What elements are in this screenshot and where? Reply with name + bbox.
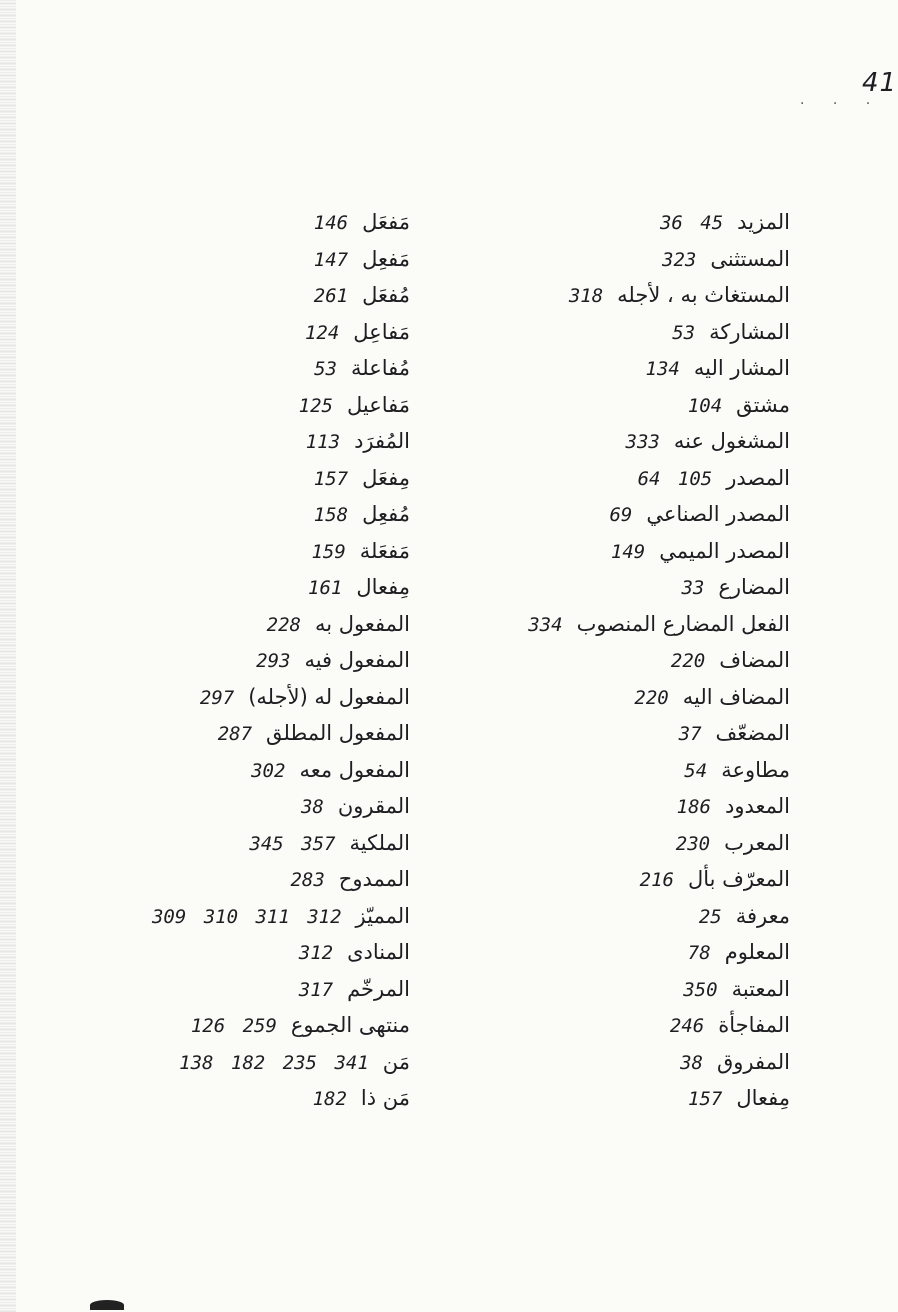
page-references: 293 bbox=[256, 650, 291, 672]
page-references: 25 bbox=[698, 905, 722, 928]
page-references: 220 bbox=[634, 686, 669, 709]
index-term: المعرّف بأل bbox=[687, 867, 790, 891]
page-references: 297 bbox=[199, 686, 235, 709]
index-term: مَن bbox=[382, 1049, 410, 1074]
page-references: 33 bbox=[681, 577, 705, 599]
index-entry bbox=[480, 1044, 790, 1081]
index-entry bbox=[480, 204, 790, 241]
index-term: المعلوم bbox=[724, 940, 790, 964]
index-entry bbox=[480, 277, 790, 314]
index-term: المضعّف bbox=[715, 721, 790, 745]
index-term: مَن ذا bbox=[360, 1086, 410, 1110]
page-references: 126 259 bbox=[190, 1015, 277, 1037]
index-entry bbox=[480, 1080, 790, 1117]
page-references: 323 bbox=[662, 248, 697, 271]
index-term: الملكية bbox=[349, 830, 410, 855]
page-references: 220 bbox=[670, 650, 706, 672]
index-entry bbox=[80, 642, 410, 679]
page-references: 37 bbox=[678, 723, 702, 745]
page-references: 147 bbox=[313, 248, 349, 271]
index-term: المشاركة bbox=[709, 319, 790, 344]
page-references: 350 bbox=[683, 978, 718, 1001]
index-term: المفعول به bbox=[314, 611, 410, 636]
index-term: المعتبة bbox=[731, 976, 790, 1001]
index-term: مَفاعيل bbox=[346, 392, 410, 417]
index-term: منتهى الجموع bbox=[290, 1013, 410, 1037]
index-entry bbox=[480, 752, 790, 789]
index-term: مُفاعلة bbox=[350, 356, 410, 380]
index-term: المضاف اليه bbox=[682, 684, 790, 709]
index-term: مِفعال bbox=[736, 1086, 790, 1110]
page-references: 53 bbox=[672, 321, 696, 344]
index-term: المفعول فيه bbox=[304, 648, 410, 672]
page-references: 54 bbox=[684, 759, 708, 782]
index-term: مطاوعة bbox=[721, 757, 790, 782]
page-references: 124 bbox=[304, 321, 340, 344]
index-term: المشار اليه bbox=[693, 356, 790, 380]
index-entry bbox=[80, 314, 410, 351]
index-entry bbox=[480, 460, 790, 497]
page-references: 104 bbox=[687, 394, 723, 417]
page-references: 261 bbox=[313, 285, 349, 307]
index-entry bbox=[480, 387, 790, 424]
page-references: 149 bbox=[610, 540, 646, 563]
index-entry bbox=[480, 533, 790, 570]
index-entry bbox=[80, 788, 410, 825]
page-references: 161 bbox=[308, 577, 343, 599]
index-entry bbox=[80, 679, 410, 716]
index-term: المميّز bbox=[355, 903, 410, 928]
index-entry bbox=[480, 314, 790, 351]
index-entry bbox=[480, 423, 790, 460]
page-references: 53 bbox=[314, 358, 337, 380]
index-entry bbox=[80, 496, 410, 533]
page-references: 287 bbox=[217, 723, 253, 745]
index-entry bbox=[80, 241, 410, 278]
page-references: 138 182 235 341 bbox=[179, 1051, 369, 1074]
index-entry bbox=[80, 350, 410, 387]
index-entry bbox=[80, 387, 410, 424]
page-references: 69 bbox=[609, 504, 633, 526]
index-term: المعدود bbox=[724, 794, 790, 818]
page-references: 157 bbox=[313, 467, 349, 490]
index-entry bbox=[480, 679, 790, 716]
index-term: مِفعَل bbox=[362, 465, 410, 490]
index-entry bbox=[480, 934, 790, 971]
page-references: 157 bbox=[688, 1088, 723, 1110]
page-references: 158 bbox=[313, 504, 349, 526]
page-references: 64 105 bbox=[637, 467, 713, 490]
page-references: 134 bbox=[645, 358, 680, 380]
index-entry bbox=[80, 460, 410, 497]
page-references: 230 bbox=[675, 832, 711, 855]
index-term: مِفعال bbox=[356, 575, 410, 599]
index-entry bbox=[80, 423, 410, 460]
index-term: المقرون bbox=[337, 794, 410, 818]
index-term: معرفة bbox=[735, 903, 790, 928]
page-references: 113 bbox=[305, 431, 341, 453]
index-term: المفاجأة bbox=[718, 1013, 790, 1037]
index-term: المفعول له (لأجله) bbox=[248, 684, 410, 709]
index-entry bbox=[480, 606, 790, 643]
index-entry bbox=[80, 533, 410, 570]
index-entry bbox=[480, 971, 790, 1008]
page-references: 182 bbox=[312, 1088, 347, 1110]
index-entry bbox=[80, 1080, 410, 1117]
index-term: المعرب bbox=[724, 830, 790, 855]
page-references: 302 bbox=[251, 759, 286, 782]
page-references: 333 bbox=[625, 431, 660, 453]
index-column-right bbox=[480, 204, 790, 1117]
page-references: 125 bbox=[298, 394, 333, 417]
index-entry bbox=[480, 642, 790, 679]
page-references: 38 bbox=[680, 1051, 703, 1074]
index-term: المشغول عنه bbox=[673, 429, 790, 453]
index-entry bbox=[80, 569, 410, 606]
page-references: 309 310 311 312 bbox=[151, 905, 342, 928]
index-term: المصدر الميمي bbox=[659, 538, 790, 563]
index-term: مُفعَل bbox=[362, 283, 410, 307]
index-term: مشتق bbox=[736, 392, 790, 417]
index-entry bbox=[480, 898, 790, 935]
index-term: المفعول معه bbox=[299, 757, 410, 782]
page-references: 228 bbox=[266, 613, 301, 636]
page-references: 283 bbox=[290, 869, 325, 891]
index-entry bbox=[80, 971, 410, 1008]
index-entry bbox=[480, 861, 790, 898]
page-number: 41 bbox=[862, 68, 898, 98]
index-term: المرخّم bbox=[347, 976, 410, 1001]
index-term: المفروق bbox=[716, 1049, 790, 1074]
index-entry bbox=[80, 606, 410, 643]
index-term: مَفعَل bbox=[362, 210, 410, 234]
page-references: 312 bbox=[298, 942, 334, 964]
index-entry bbox=[80, 277, 410, 314]
scan-specks: · · · bbox=[800, 96, 883, 112]
index-entry bbox=[480, 715, 790, 752]
page-references: 186 bbox=[676, 796, 711, 818]
index-term: المستثنى bbox=[710, 246, 790, 271]
page-references: 78 bbox=[687, 942, 711, 964]
index-term: المنادى bbox=[347, 940, 410, 964]
page-references: 216 bbox=[639, 869, 674, 891]
index-entry bbox=[80, 934, 410, 971]
index-term: مَفاعِل bbox=[353, 319, 410, 344]
index-entry bbox=[480, 825, 790, 862]
index-entry bbox=[80, 204, 410, 241]
index-term: المزيد bbox=[737, 210, 790, 234]
page-references: 159 bbox=[311, 540, 346, 563]
scan-artifact bbox=[90, 1300, 124, 1310]
index-entry bbox=[80, 825, 410, 862]
index-term: الفعل المضارع المنصوب bbox=[576, 611, 790, 636]
index-term: مَفعِل bbox=[362, 246, 410, 271]
page-references: 246 bbox=[669, 1015, 705, 1037]
index-term: المضاف bbox=[719, 648, 790, 672]
index-entry bbox=[80, 715, 410, 752]
index-term: المفعول المطلق bbox=[266, 721, 410, 745]
page-references: 38 bbox=[300, 796, 324, 818]
page-references: 345 357 bbox=[249, 832, 336, 855]
index-term: المستغاث به ، لأجله bbox=[617, 283, 790, 307]
index-entry bbox=[80, 898, 410, 935]
page-references: 146 bbox=[313, 212, 349, 234]
page-binding-edge bbox=[0, 0, 16, 1312]
index-term: المُفرَد bbox=[354, 429, 410, 453]
index-entry bbox=[80, 1007, 410, 1044]
page-references: 334 bbox=[528, 613, 563, 636]
page-references: 317 bbox=[298, 978, 334, 1001]
index-term: المصدر bbox=[726, 465, 790, 490]
index-entry bbox=[480, 350, 790, 387]
index-entry bbox=[480, 1007, 790, 1044]
index-term: المضارع bbox=[718, 575, 790, 599]
index-term: مَفعَلة bbox=[359, 538, 410, 563]
index-term: المصدر الصناعي bbox=[646, 502, 790, 526]
index-column-left bbox=[80, 204, 410, 1117]
index-entry bbox=[80, 1044, 410, 1081]
index-entry bbox=[480, 496, 790, 533]
index-entry bbox=[480, 569, 790, 606]
index-entry bbox=[80, 861, 410, 898]
index-entry bbox=[80, 752, 410, 789]
page-references: 318 bbox=[568, 285, 604, 307]
index-entry bbox=[480, 788, 790, 825]
index-entry bbox=[480, 241, 790, 278]
index-term: مُفعِل bbox=[362, 502, 410, 526]
page-references: 36 45 bbox=[659, 212, 724, 234]
index-term: الممدوح bbox=[338, 867, 410, 891]
